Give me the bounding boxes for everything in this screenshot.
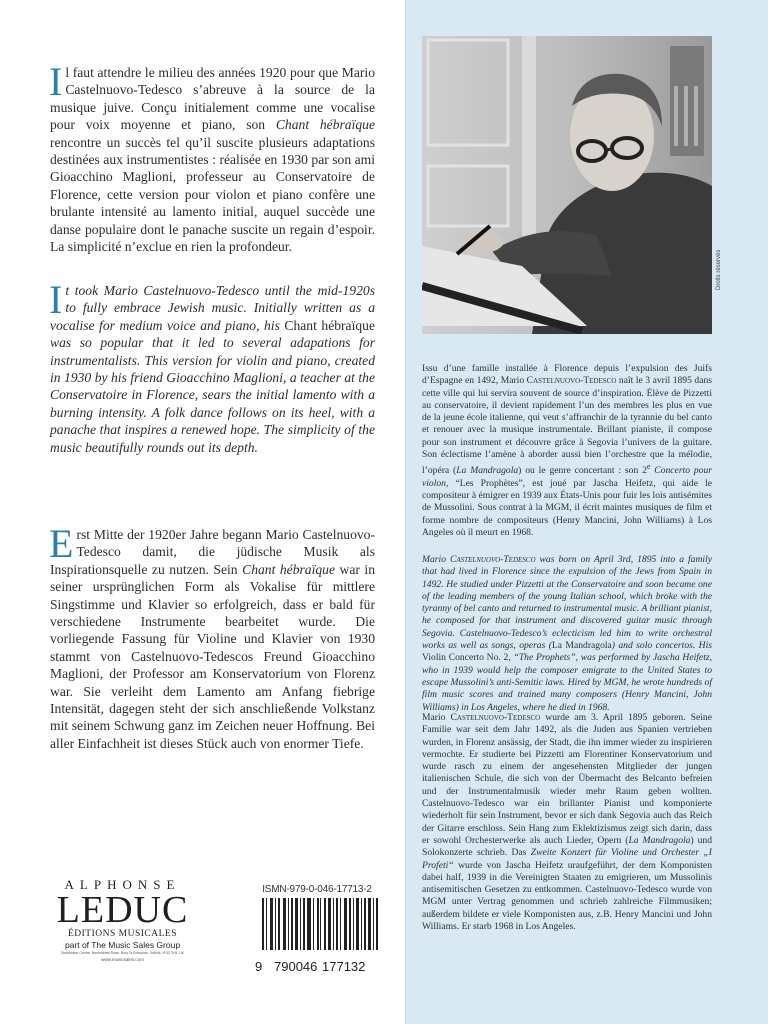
biography-english: Mario Castelnuovo-Tedesco was born on April 3rd, 1895 into a family that had lived in Florence since the expulsion of the Jews from Spain in 1492. He studied under Pizzetti at the Conservatoire and soon became one of the leading members of the young Italian school, which broke with the tyranny of bel canto and returned to instrumental music. A brilliant pianist, he composed for that instrument and discovered guitar music through Segovia. Castelnuovo-Tedesco’s eclecticism led him to write orchestral works as well as songs, operas (La Mandragola) and solo concertos. His Violin Concerto No. 2, “The Prophets”, was performed by Jascha Heifetz, who in 1939 would help the composer emigrate to the United States to escape Mussolini’s anti-Semitic laws. Hired by MGM, he wrote hundreds of film music scores and trained many composers (Henry Mancini, John Williams) in Los Angeles, where he died in 1968. bbox=[422, 554, 712, 713]
german-description: Erst Mitte der 1920er Jahre begann Mario Castelnuovo-Tedesco damit, die jüdische Musik als Inspirationsquelle zu nutzen. Sein Chant hébraïque war in seiner ursprünglichen Form als Vokalise für mittlere Singstimme und Klavier so erfolgreich, dass er bald für verschiedene Instrumente bearbeitet wurde. Die vorliegende Fassung für Violine und Klavier von 1930 stammt von Castelnuovo-Tedescos Freund Gioacchino Maglioni, der Professor am Konservatorium von Florenz war. Sie verleiht dem Lamento am Anfang fiebrige Intensität, dagegen steht der sich anschließende Volkstanz mit seinem Schwung ganz im Zeichen neuer Hoffnung. Bei aller Einfachheit ist dieses Stück auch von enormer Tiefe. bbox=[49, 521, 375, 751]
dropcap: E bbox=[49, 521, 74, 566]
work-title: Chant hébraïque bbox=[284, 317, 375, 333]
biography-french: Issu d’une famille installée à Florence depuis l’expulsion des Juifs d’Espagne en 1492, Mario Castelnuovo-Tedesco naît le 3 avril 1895 dans cette ville qui lui servira souvent de source d’inspiration. Élève de Pizzetti au conservatoire, il devient rapidement l’un des membres les plus en vue de la jeune école italienne, qui veut s’affranchir de la tyrannie du bel canto et renouer avec la musique instrumentale. Brillant pianiste, il compose pour son instrument et découvre grâce à Segovia l’univers de la guitare. Son éclectisme l’amène à aborder aussi bien l’orchestre que la mélodie, l’opéra (La Mandragola) ou le genre concertant : son 2e Concerto pour violon, “Les Prophètes”, est joué par Jascha Heifetz, qui aide le compositeur à émigrer en 1939 aux États-Unis pour fuir les lois antisémites de Mussolini. Sous contrat à la MGM, il écrit maintes musiques de film et forme nombre de compositeurs (Henry Mancini, John Williams) à Los Angeles où il meurt en 1968. bbox=[422, 363, 712, 539]
composer-name: Castelnuovo-Tedesco bbox=[526, 375, 617, 387]
biography-german: Mario Castelnuovo-Tedesco wurde am 3. April 1895 geboren. Seine Familie war seit dem Jahr 1492, als die Juden aus Spanien vertrieben wurden, in Florenz ansässig, der Stadt, die ihn immer wieder zu inspirieren vermochte. Er studierte bei Pizzetti am Florentiner Konservatorium und wurde rasch zu einem der angesehensten Mitglieder der jungen italienischen Schule, die sich von der Übermacht des Belcanto befreien und der Instrumentalmusik wieder mehr Raum geben wollten. Castelnuovo-Tedesco war ein brillanter Pianist und komponierte wiederholt für sein Instrument, bevor er sich dank Segovia auch das Reich der Gitarre erschloss. Sein Hang zum Eklektizismus zeigt sich darin, dass er sowohl Orchesterwerke als auch Lieder, Opern (La Mandragola) und Solokonzerte schrieb. Das Zweite Konzert für Violine und Orchester „I Profeti“ wurde von Jascha Heifetz uraufgeführt, der dem Komponisten dabei half, 1939 in die Vereinigten Staaten zu emigrieren, um Mussolinis antisemitischen Gesetzen zu entkommen. Castelnuovo-Tedesco wurde von MGM unter Vertrag genommen und schrieb zahlreiche Filmmusiken; außerdem bildete er viele Komponisten aus, z.B. Henry Mancini und John Williams. Er starb 1968 in Los Angeles. bbox=[422, 712, 713, 933]
ismn-barcode: ISMN-979-0-046-17713-2 9 790046 177132 bbox=[252, 884, 382, 950]
work-title: Chant hébraïque bbox=[242, 561, 335, 577]
work-title: Chant hébraïque bbox=[275, 117, 375, 133]
publisher-website: www.musicsales.com bbox=[101, 957, 144, 962]
composer-name: Castelnuovo-Tedesco bbox=[450, 554, 536, 565]
ismn-number: ISMN-979-0-046-17713-2 bbox=[262, 884, 372, 895]
dropcap: I bbox=[49, 277, 63, 322]
barcode-bars bbox=[262, 898, 378, 950]
photo-credit: Droits réservés bbox=[716, 249, 722, 290]
dropcap: I bbox=[49, 59, 63, 104]
composer-photo bbox=[422, 36, 712, 334]
composer-name: Castelnuovo-Tedesco bbox=[450, 712, 541, 723]
publisher-logo: ALPHONSE LEDUC ÉDITIONS MUSICALES part of The Music Sales Group Distribution Centre, Newmarket Road, Bury St Edmunds, Suffolk, IP33 3YB, UK www.musicsales.com bbox=[40, 878, 205, 963]
english-description: It took Mario Castelnuovo-Tedesco until the mid-1920s to fully embrace Jewish music. Initially written as a vocalise for medium voice and piano, his Chant hébraïque was so popular that it led to several adapations for instrumentalists. This version for violin and piano, created in 1930 by his friend Gioacchino Maglioni, a teacher at the Conservatoire in Florence, sears the initial lamento with a burning intensity. A folk dance follows on its heel, with a panache that inspires a renewed hope. The simplicity of the music beautifully rounds out its depth. bbox=[49, 277, 375, 455]
biography-panel bbox=[405, 0, 768, 1024]
french-description: Il faut attendre le milieu des années 1920 pour que Mario Castelnuovo-Tedesco s’abreuve à la source de la musique juive. Conçu initialement comme une vocalise pour voix moyenne et piano, son Chant hébraïque rencontre un succès tel qu’il suscite plusieurs adaptations destinées aux instrumentistes : réalisée en 1930 par son ami Gioacchino Maglioni, professeur au Conservatoire de Florence, cette version pour violon et piano confère une brulante intensité au lamento initial, auquel succède une danse populaire dont le panache suscite un regain d’espoir. La simplicité n’exclue en rien la profondeur. bbox=[49, 59, 375, 255]
